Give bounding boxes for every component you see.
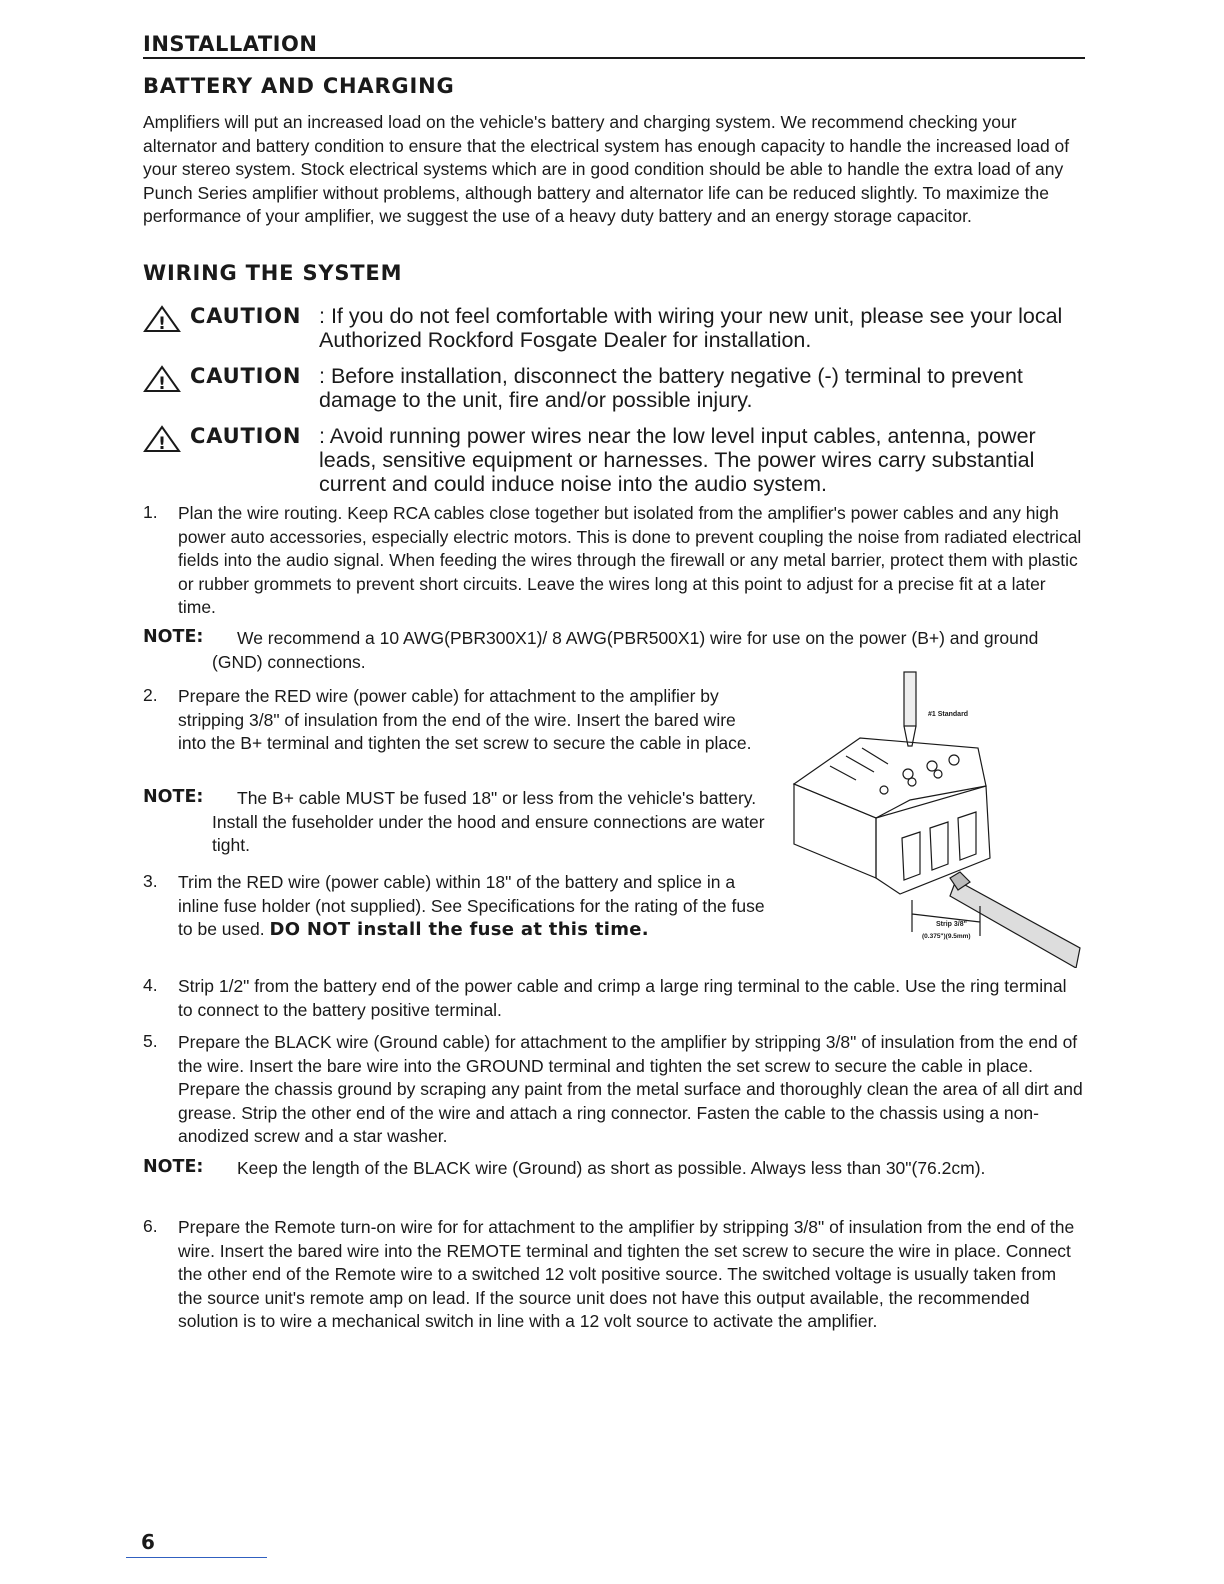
caution-label: CAUTION bbox=[190, 364, 302, 388]
step-number: 5. bbox=[143, 1031, 158, 1051]
note-label: NOTE: bbox=[143, 787, 204, 807]
warning-triangle-icon bbox=[143, 305, 181, 333]
step-4-text: Strip 1/2" from the battery end of the power cable and crimp a large ring terminal to the cable. Use the ring terminal to connect to the battery positive terminal. bbox=[178, 976, 1067, 1020]
step-5-text: Prepare the BLACK wire (Ground cable) for attachment to the amplifier by stripping 3/8" of insulation from the end of the wire. Insert the bare wire into the GROUND terminal and tighten the set screw to secure the cable in place. Prepare the chassis ground by scraping any paint from the metal surface and thoroughly clean the area of all dirt and grease. Strip the other end of the wire and attach a ring connector. Fasten the cable to the chassis using a non-anodized screw and a star washer. bbox=[178, 1032, 1083, 1146]
battery-heading: BATTERY AND CHARGING bbox=[143, 74, 455, 98]
wiring-heading: WIRING THE SYSTEM bbox=[143, 261, 403, 285]
caution-label: CAUTION bbox=[190, 424, 302, 448]
step-2-text: Prepare the RED wire (power cable) for attachment to the amplifier by stripping 3/8" of insulation from the end of the wire. Insert the bared wire into the B+ terminal and tighten the set screw to secure the cable in place. bbox=[178, 686, 752, 753]
battery-paragraph: Amplifiers will put an increased load on the vehicle's battery and charging system. We recommend checking your alternator and battery condition to ensure that the electrical system has enough capacity to handle the increased load of your stereo system. Stock electrical systems which are in good condition should be able to handle the extra load of any Punch Series amplifier without problems, although battery and alternator life can be reduced slightly. To maximize the performance of your amplifier, we suggest the use of a heavy duty battery and an energy storage capacitor. bbox=[143, 112, 1070, 226]
note-label: NOTE: bbox=[143, 627, 204, 647]
svg-text:!: ! bbox=[158, 374, 166, 393]
step-number: 1. bbox=[143, 502, 158, 522]
step-1-text: Plan the wire routing. Keep RCA cables close together but isolated from the amplifier's power cables and any high power auto accessories, especially electric motors. This is done to prevent coupling the noise from radiated electrical fields into the audio signal. When feeding the wires through the firewall or any metal barrier, protect them with plastic or rubber grommets to prevent short circuits. Leave the wires long at this point to adjust for a precise fit at a later time. bbox=[178, 503, 1082, 617]
note-3-text: Keep the length of the BLACK wire (Ground) as short as possible. Always less than 30"(76.2cm). bbox=[237, 1158, 986, 1178]
note-1-text bbox=[187, 627, 1082, 674]
step-6-text: Prepare the Remote turn-on wire for for attachment to the amplifier by stripping 3/8" of insulation from the end of the wire. Insert the bared wire into the REMOTE terminal and tighten the set screw to secure the wire in place. Connect the other end of the Remote wire to a switched 12 volt positive source. The switched voltage is usually taken from the source unit's remote amp on lead. If the source unit does not have this output available, the recommended solution is to wire a mechanical switch in line with a 12 volt source to activate the amplifier. bbox=[178, 1217, 1075, 1331]
step-number: 4. bbox=[143, 975, 158, 995]
step-number: 6. bbox=[143, 1216, 158, 1236]
page-number: 6 bbox=[141, 1530, 155, 1554]
caution-text: : If you do not feel comfortable with wiring your new unit, please see your local Authorized Rockford Fosgate Dealer for installation. bbox=[319, 304, 1063, 352]
terminal-block-illustration bbox=[790, 668, 1090, 968]
step-3-body: Trim the RED wire (power cable) within 18" of the battery and splice in a inline fuse holder (not supplied). See Specifications for the rating of the fuse to be used. bbox=[178, 872, 765, 939]
note-1-body: We recommend a 10 AWG(PBR300X1)/ 8 AWG(PBR500X1) wire for use on the power (B+) and ground (GND) connections. bbox=[212, 628, 1039, 672]
footer-divider bbox=[126, 1557, 267, 1558]
step-number: 2. bbox=[143, 685, 158, 705]
warning-triangle-icon bbox=[143, 365, 181, 393]
caution-text: : Before installation, disconnect the battery negative (-) terminal to prevent damage to the unit, fire and/or possible injury. bbox=[319, 364, 1023, 412]
note-label: NOTE: bbox=[143, 1157, 204, 1177]
screwdriver-label: #1 Standard bbox=[928, 711, 969, 718]
strip-label: Strip 3/8" bbox=[936, 921, 967, 928]
note-2-text: The B+ cable MUST be fused 18" or less from the vehicle's battery. Install the fuseholder under the hood and ensure connections are water tight. bbox=[212, 788, 765, 855]
step-number: 3. bbox=[143, 871, 158, 891]
svg-text:!: ! bbox=[158, 434, 166, 453]
section-header: INSTALLATION bbox=[143, 32, 1085, 59]
step-3-warning: DO NOT install the fuse at this time. bbox=[269, 919, 649, 940]
step-3-text bbox=[178, 871, 778, 942]
svg-text:!: ! bbox=[158, 314, 166, 333]
strip-measure-label: (0.375")(9.5mm) bbox=[922, 933, 971, 940]
warning-triangle-icon bbox=[143, 425, 181, 453]
caution-label: CAUTION bbox=[190, 304, 302, 328]
terminal-block-drawing bbox=[790, 668, 1090, 968]
caution-text: : Avoid running power wires near the low level input cables, antenna, power leads, sensitive equipment or harnesses. The power wires carry substantial current and could induce noise into the audio system. bbox=[319, 424, 1036, 496]
